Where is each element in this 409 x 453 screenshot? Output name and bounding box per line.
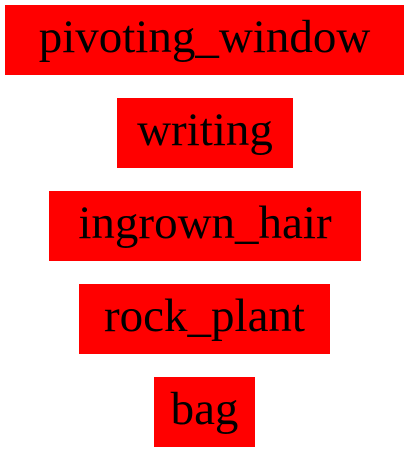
label-bag: bag <box>154 377 255 447</box>
label-pivoting-window: pivoting_window <box>5 5 404 75</box>
label-ingrown-hair: ingrown_hair <box>49 191 361 261</box>
label-writing: writing <box>117 98 293 168</box>
label-rock-plant: rock_plant <box>79 284 330 354</box>
